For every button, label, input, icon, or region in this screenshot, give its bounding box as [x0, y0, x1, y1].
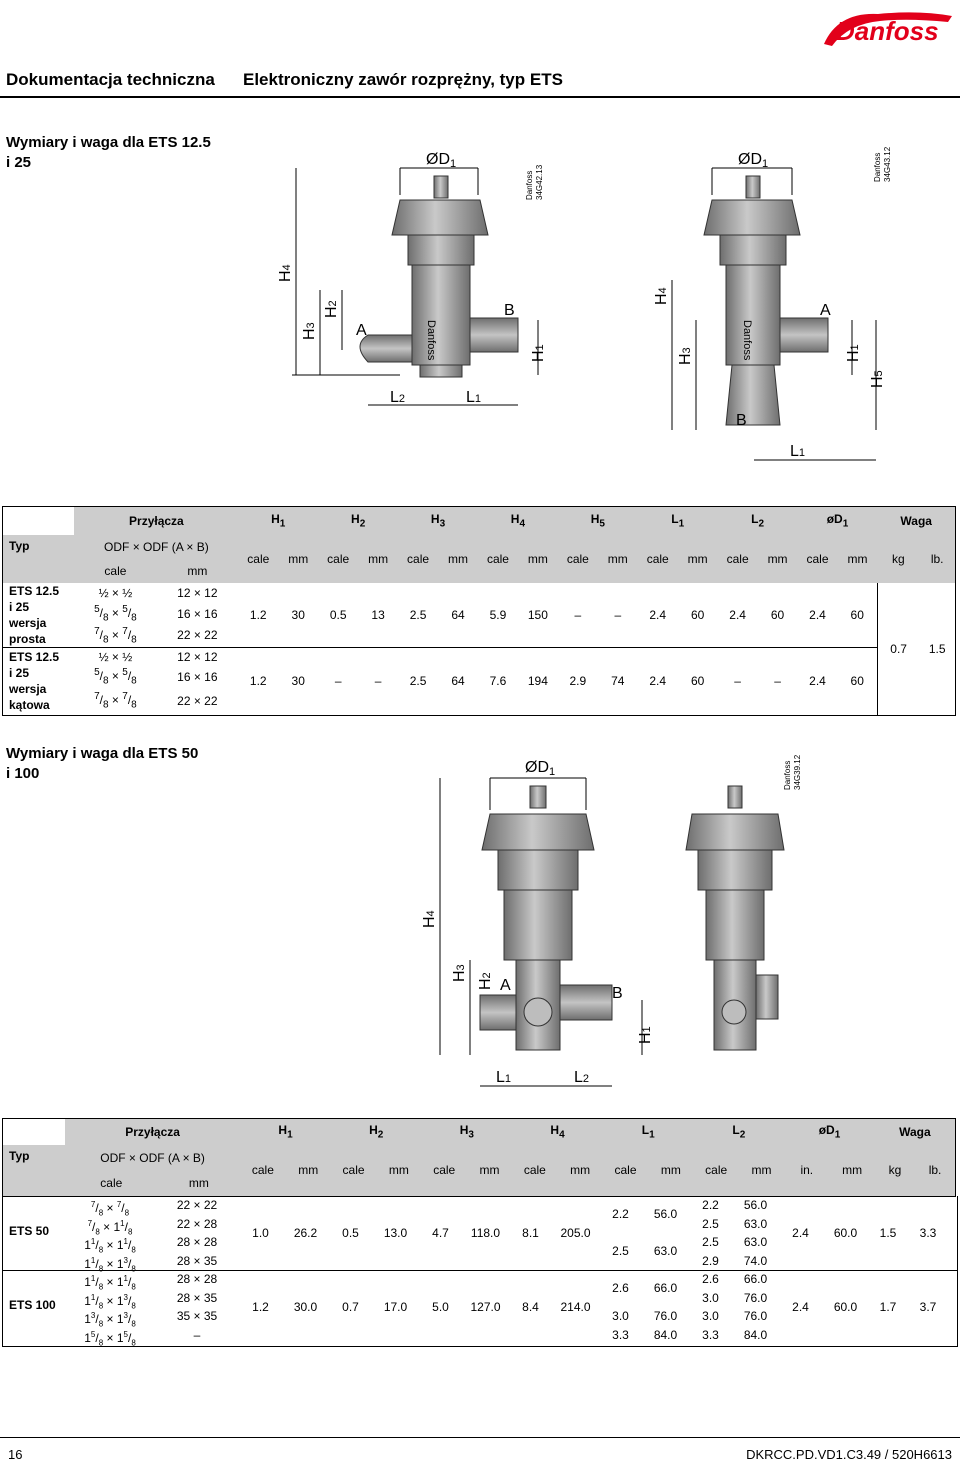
svg-text:L2: L2	[574, 1069, 590, 1086]
t1-conn-mm: 16 × 16	[177, 606, 218, 621]
t2-conn-mm: 28 × 35	[176, 1253, 218, 1268]
t1-head-odf: ODF × ODF (A × B)	[74, 535, 238, 559]
t2-cell: 0.7	[342, 1300, 359, 1314]
t1-unit: mm	[837, 535, 877, 583]
t2-conn-mm: 22 × 28	[176, 1216, 218, 1231]
t2-head-waga: Waga	[875, 1119, 956, 1145]
t2-cell: 63.0	[743, 1235, 768, 1249]
t2-type-ets100: ETS 100	[9, 1298, 56, 1312]
t2-cell: 3.0	[702, 1290, 719, 1305]
t1-cell: 30	[291, 674, 305, 688]
t1-cell: 60	[678, 583, 718, 648]
t2-cell: 76.0	[653, 1309, 678, 1323]
t1-cell: 2.4	[718, 583, 758, 648]
t2-unit: cale	[422, 1145, 467, 1197]
page-number: 16	[8, 1447, 23, 1462]
t2-cell: 2.5	[702, 1216, 719, 1231]
t2-cell: 60.0	[833, 1300, 858, 1314]
t1-cell: –	[334, 674, 342, 688]
t2-conn-in: $1^1/_8 \times 1^3/_8$	[84, 1292, 136, 1310]
section2-title	[6, 744, 226, 784]
svg-text:H1: H1	[637, 1026, 654, 1044]
svg-text:L1: L1	[790, 443, 806, 460]
t2-unit: mm	[467, 1145, 512, 1197]
t2-conn-in: $^7/_8 \times ^7/_8$	[90, 1200, 130, 1218]
t2-unit: kg	[875, 1145, 915, 1197]
svg-text:H2: H2	[477, 972, 494, 990]
t1-cell: –	[598, 583, 638, 648]
t1-cell: –	[734, 674, 741, 688]
t2-unit: mm	[648, 1145, 693, 1197]
svg-text:H4: H4	[653, 287, 670, 305]
t2-cell: 2.9	[702, 1253, 719, 1268]
valve-straight-drawing	[277, 151, 547, 406]
t1-cell: 60	[837, 583, 877, 648]
svg-text:H3: H3	[677, 347, 694, 365]
t2-cell: 2.2	[702, 1198, 719, 1212]
t2-conn-in: $1^1/_8 \times 1^1/_8$	[84, 1237, 136, 1255]
section1-title-line2: i 25	[6, 154, 32, 171]
t2-cell: 56.0	[743, 1198, 768, 1212]
t2-unit: cale	[603, 1145, 648, 1197]
t2-cell: 63.0	[653, 1244, 678, 1258]
svg-text:A: A	[500, 977, 511, 994]
t1-conn-in: ½ × ½	[98, 585, 133, 600]
valve-angle-drawing	[653, 146, 892, 460]
t2-weight: 1.7	[879, 1300, 897, 1314]
ets12-25-drawings	[260, 140, 950, 470]
t2-unit: mm	[158, 1171, 241, 1197]
header-doc-title: Elektroniczny zawór rozprężny, typ ETS	[243, 70, 563, 89]
svg-text:Danfoss: Danfoss	[741, 320, 753, 361]
ets50-100-table	[2, 1118, 956, 1197]
svg-text:L1: L1	[496, 1069, 512, 1086]
t1-type-prosta: ETS 12.5 i 25 wersja prosta	[3, 583, 75, 648]
t1-cell: 1.2	[249, 674, 267, 688]
svg-text:34G42.13: 34G42.13	[535, 164, 544, 200]
t1-unit: kg	[877, 535, 919, 583]
t2-unit: lb.	[915, 1145, 955, 1197]
t1-cell: 0.5	[318, 583, 358, 648]
t2-cell: 17.0	[383, 1300, 408, 1314]
t1-cell: 60	[758, 583, 798, 648]
t2-unit: mm	[376, 1145, 421, 1197]
t2-conn-mm: –	[193, 1327, 201, 1342]
t1-cell: 2.5	[409, 674, 427, 688]
t2-unit: cale	[694, 1145, 739, 1197]
t2-cell: 2.6	[612, 1281, 629, 1295]
t1-unit: cale	[398, 535, 438, 583]
t1-unit: mm	[278, 535, 318, 583]
t1-unit: cale	[638, 535, 678, 583]
t1-head-typ: Typ	[3, 535, 75, 583]
t1-unit: cale	[74, 559, 156, 583]
t2-head-typ: Typ	[3, 1145, 65, 1197]
t2-weight: 1.5	[879, 1226, 897, 1240]
t2-unit: mm	[286, 1145, 331, 1197]
t1-cell: 5.9	[478, 583, 518, 648]
t1-cell: 2.4	[638, 583, 678, 648]
t2-head-h1: $H_1$	[240, 1119, 331, 1145]
t2-cell: 205.0	[560, 1226, 591, 1240]
t1-cell: 2.4	[798, 583, 838, 648]
t1-unit: cale	[798, 535, 838, 583]
t1-unit: cale	[238, 535, 278, 583]
t2-unit: cale	[512, 1145, 557, 1197]
t1-cell: 60	[850, 674, 864, 688]
t2-cell: 84.0	[743, 1327, 768, 1342]
t1-conn-in: $^5/_8 \times ^5/_8$	[94, 604, 137, 624]
ets50-100-drawing	[380, 750, 820, 1100]
t2-unit: mm	[558, 1145, 603, 1197]
t1-unit: mm	[598, 535, 638, 583]
t2-cell: 2.5	[702, 1235, 719, 1249]
svg-text:L2: L2	[390, 389, 406, 406]
t1-cell: 2.4	[809, 674, 826, 688]
svg-text:H5: H5	[869, 370, 886, 388]
t1-unit: mm	[438, 535, 478, 583]
t1-cell: 150	[518, 583, 558, 648]
doc-id: DKRCC.PD.VD1.C3.49 / 520H6613	[746, 1447, 952, 1462]
section2-title-line1: Wymiary i waga dla ETS 50	[6, 745, 199, 762]
section1-title	[6, 133, 226, 173]
t1-head-h5: $H_5$	[558, 507, 638, 535]
t1-head-l1: $L_1$	[638, 507, 718, 535]
t1-conn-mm: 12 × 12	[177, 650, 218, 665]
t1-cell: 2.5	[398, 583, 438, 648]
t1-conn-in: ½ × ½	[98, 650, 133, 665]
t1-cell: –	[374, 674, 382, 688]
svg-text:H1: H1	[845, 344, 862, 362]
t1-cell: 64	[451, 674, 465, 688]
t1-cell: 2.9	[569, 674, 587, 688]
t1-cell: 64	[438, 583, 478, 648]
svg-text:H1: H1	[530, 344, 547, 362]
t1-conn-mm: 22 × 22	[177, 628, 218, 643]
t1-unit: cale	[718, 535, 758, 583]
t1-unit: mm	[156, 559, 238, 583]
t1-head-przylacza: Przyłącza	[74, 507, 238, 535]
t2-cell: 1.2	[252, 1300, 269, 1314]
svg-text:ØD1: ØD1	[426, 151, 457, 170]
t1-weight-kg: 0.7	[877, 583, 919, 716]
t1-unit: mm	[758, 535, 798, 583]
t2-conn-in: $1^3/_8 \times 1^3/_8$	[84, 1311, 136, 1329]
t1-unit: lb.	[919, 535, 955, 583]
t2-cell: 2.6	[702, 1272, 719, 1286]
t2-conn-mm: 28 × 35	[176, 1290, 218, 1305]
t2-conn-mm: 28 × 28	[176, 1272, 218, 1286]
t1-cell: 7.6	[489, 674, 507, 688]
svg-text:Danfoss: Danfoss	[873, 152, 882, 182]
t2-cell: 4.7	[432, 1226, 449, 1240]
t2-conn-mm: 35 × 35	[176, 1309, 218, 1323]
t1-cell: 60	[690, 674, 705, 688]
t1-cell: –	[774, 674, 781, 688]
t2-cell: 3.3	[702, 1327, 719, 1342]
t2-cell: 76.0	[743, 1290, 768, 1305]
t2-head-h2: $H_2$	[331, 1119, 422, 1145]
t1-unit: mm	[678, 535, 718, 583]
ets12-25-table	[2, 506, 956, 716]
svg-text:Danfoss: Danfoss	[783, 760, 792, 790]
t2-head-odf: ODF × ODF (A × B)	[65, 1145, 240, 1171]
svg-text:ØD1: ØD1	[738, 151, 769, 170]
t1-conn-in: $^5/_8 \times ^5/_8$	[94, 667, 137, 687]
t2-cell: 26.2	[293, 1226, 318, 1240]
t2-cell: 30.0	[293, 1300, 318, 1314]
t2-conn-in: $1^1/_8 \times 1^1/_8$	[84, 1274, 136, 1292]
t2-head-przylacza: Przyłącza	[65, 1119, 240, 1145]
t2-head-l2: $L_2$	[694, 1119, 785, 1145]
t1-head-h1: $H_1$	[238, 507, 318, 535]
t2-cell: 84.0	[653, 1327, 678, 1342]
t2-cell: 0.5	[342, 1226, 359, 1240]
svg-text:A: A	[356, 322, 367, 339]
t1-conn-in: $^7/_8 \times ^7/_8$	[94, 691, 137, 711]
t2-unit: mm	[829, 1145, 874, 1197]
t1-conn-mm: 12 × 12	[177, 585, 218, 600]
t2-conn-in: $1^5/_8 \times 1^5/_8$	[84, 1329, 136, 1347]
t2-head-d1: $øD_1$	[784, 1119, 875, 1145]
svg-text:B: B	[504, 302, 515, 319]
section1-title-line1: Wymiary i waga dla ETS 12.5	[6, 134, 211, 151]
t1-cell: 13	[358, 583, 398, 648]
t2-cell: 214.0	[560, 1300, 591, 1314]
t2-cell: 118.0	[470, 1226, 501, 1240]
t1-head-h3: $H_3$	[398, 507, 478, 535]
t1-unit: cale	[558, 535, 598, 583]
svg-text:34G43.12: 34G43.12	[883, 146, 892, 182]
t1-cell: 1.2	[238, 583, 278, 648]
t2-head-h3: $H_3$	[422, 1119, 513, 1145]
svg-text:A: A	[820, 302, 831, 319]
t2-unit: in.	[784, 1145, 829, 1197]
t1-head-h4: $H_4$	[478, 507, 558, 535]
svg-text:ØD1: ØD1	[525, 759, 556, 778]
t1-unit: cale	[318, 535, 358, 583]
t2-cell: 5.0	[432, 1300, 449, 1314]
danfoss-logo	[818, 6, 958, 50]
t1-conn-mm: 22 × 22	[177, 693, 218, 708]
t2-cell: 2.4	[792, 1226, 809, 1240]
t2-cell: 13.0	[383, 1226, 408, 1240]
t2-cell: 2.2	[612, 1207, 629, 1221]
t2-unit: cale	[240, 1145, 285, 1197]
t2-cell: 3.0	[702, 1309, 719, 1323]
t2-cell: 127.0	[470, 1300, 501, 1314]
t2-head-l1: $L_1$	[603, 1119, 694, 1145]
t2-cell: 66.0	[743, 1272, 768, 1286]
t1-type-katowa: ETS 12.5 i 25 wersja kątowa	[9, 650, 60, 712]
header-rule	[0, 96, 960, 98]
svg-text:Danfoss: Danfoss	[425, 320, 437, 361]
t2-cell: 3.3	[612, 1327, 629, 1342]
t1-head-l2: $L_2$	[718, 507, 798, 535]
t2-cell: 8.1	[522, 1226, 539, 1240]
svg-text:B: B	[736, 412, 747, 429]
svg-text:H4: H4	[421, 910, 438, 928]
t1-cell: 30	[278, 583, 318, 648]
t1-cell: 194	[527, 674, 548, 688]
t1-cell: 74	[611, 674, 625, 688]
svg-text:H2: H2	[323, 300, 340, 318]
t1-head-waga: Waga	[877, 507, 955, 535]
t2-unit: mm	[739, 1145, 784, 1197]
t1-conn-mm: 16 × 16	[177, 670, 218, 684]
brand-text: Danfoss	[836, 16, 939, 46]
t1-unit: mm	[518, 535, 558, 583]
t1-head-h2: $H_2$	[318, 507, 398, 535]
t1-weight-lb: 1.5	[928, 641, 946, 656]
svg-text:L1: L1	[466, 389, 482, 406]
svg-text:34G39.12: 34G39.12	[793, 754, 802, 790]
t2-weight: 3.7	[919, 1300, 937, 1314]
t1-cell: –	[558, 583, 598, 648]
t2-cell: 76.0	[743, 1309, 768, 1323]
t1-unit: mm	[358, 535, 398, 583]
svg-text:H3: H3	[451, 964, 468, 982]
t2-cell: 60.0	[833, 1226, 858, 1240]
t2-cell: 56.0	[653, 1207, 678, 1221]
header-doc-type: Dokumentacja techniczna	[6, 70, 215, 89]
svg-text:B: B	[612, 985, 623, 1002]
t2-cell: 1.0	[252, 1226, 269, 1240]
t2-conn-in: $^7/_8 \times 1^1/_8$	[87, 1218, 133, 1236]
t2-unit: cale	[331, 1145, 376, 1197]
t2-cell: 3.0	[612, 1309, 629, 1323]
section2-title-line2: i 100	[6, 765, 40, 782]
t1-head-d1: $øD_1$	[798, 507, 878, 535]
t2-unit: cale	[65, 1171, 158, 1197]
t2-cell: 2.5	[612, 1244, 629, 1258]
svg-text:Danfoss: Danfoss	[525, 170, 534, 200]
t2-conn-mm: 22 × 22	[176, 1198, 218, 1212]
t2-cell: 74.0	[743, 1253, 768, 1268]
t2-head-h4: $H_4$	[512, 1119, 603, 1145]
t2-weight: 3.3	[919, 1226, 937, 1240]
t1-conn-in: $^7/_8 \times ^7/_8$	[94, 625, 137, 645]
svg-text:H3: H3	[301, 322, 318, 340]
t2-cell: 8.4	[522, 1300, 539, 1314]
t2-cell: 63.0	[743, 1216, 768, 1231]
t2-cell: 66.0	[653, 1281, 678, 1295]
t1-unit: cale	[478, 535, 518, 583]
svg-text:H4: H4	[277, 264, 294, 282]
t2-cell: 2.4	[792, 1300, 809, 1314]
t2-type-ets50: ETS 50	[9, 1224, 50, 1238]
t1-cell: 2.4	[649, 674, 667, 688]
t2-conn-mm: 28 × 28	[176, 1235, 218, 1249]
t2-conn-in: $1^1/_8 \times 1^3/_8$	[84, 1255, 136, 1273]
footer-rule	[0, 1437, 960, 1438]
